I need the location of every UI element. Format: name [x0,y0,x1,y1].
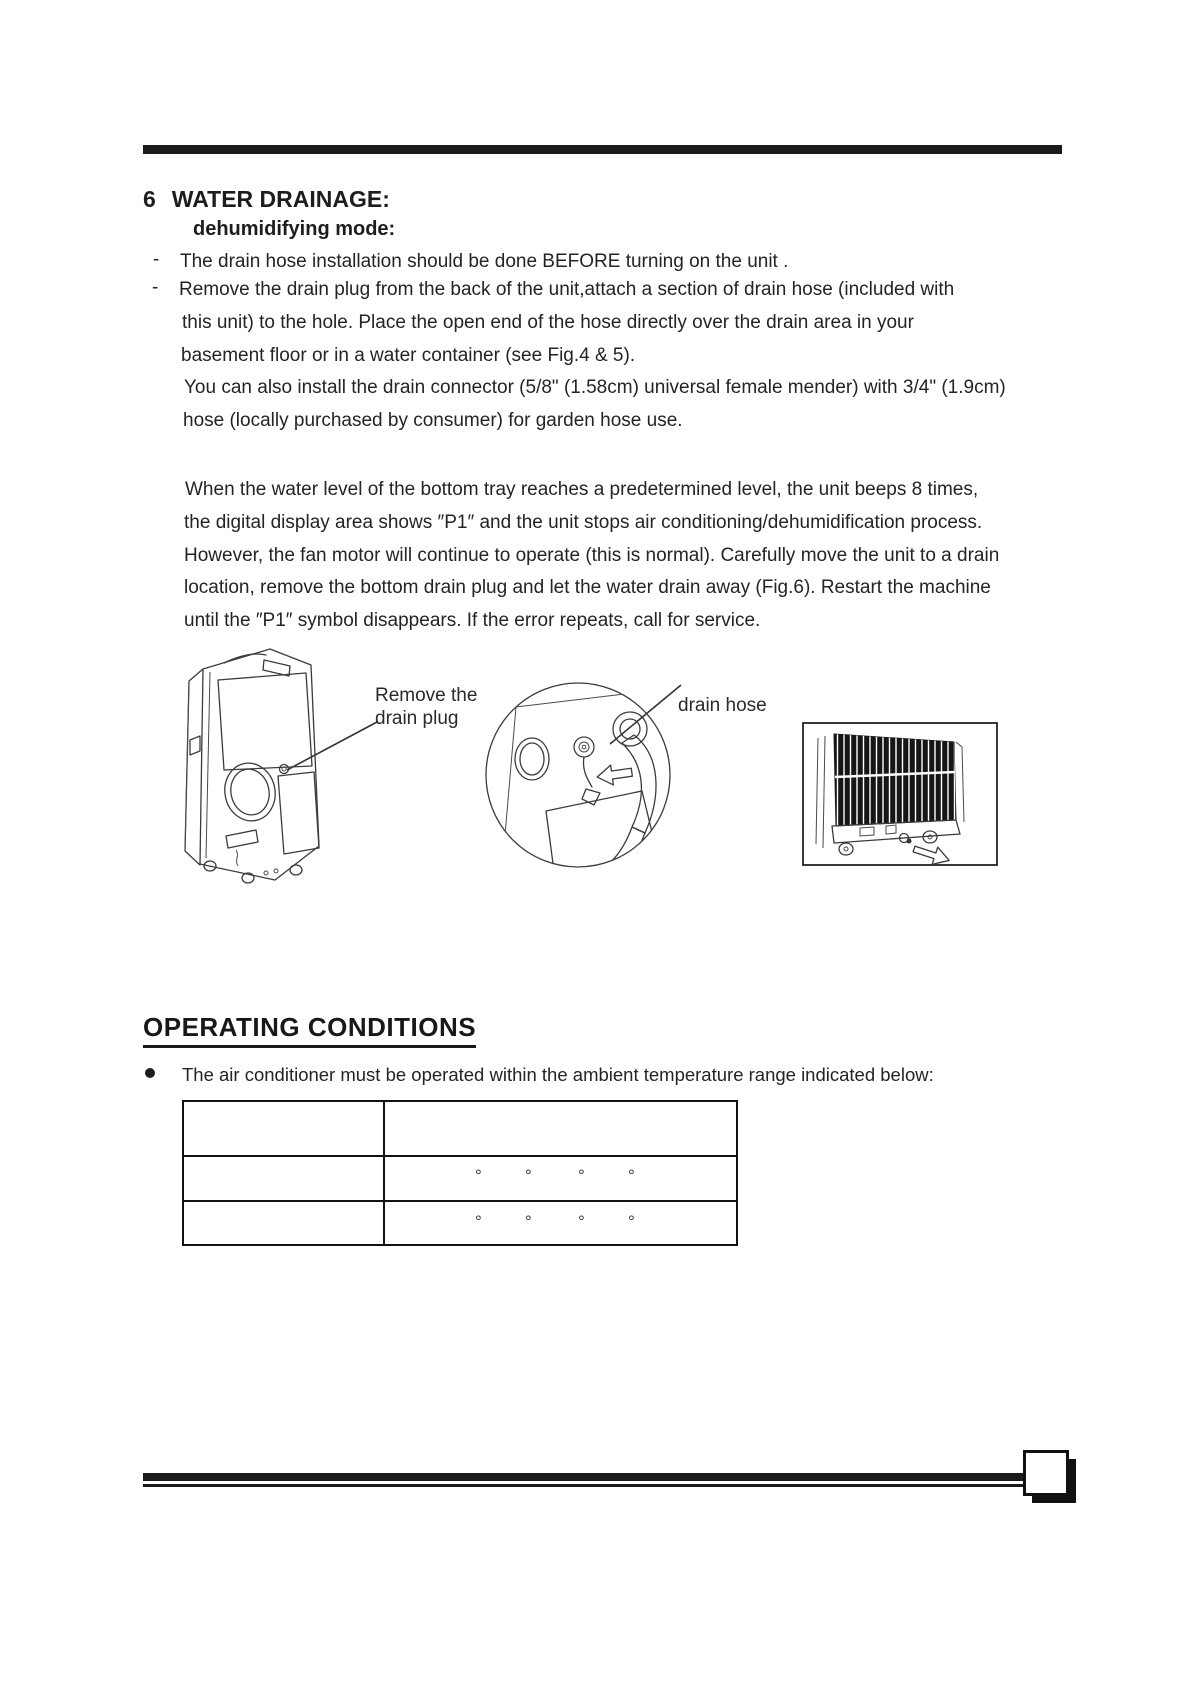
degree-mark: ° [475,1212,482,1231]
section-number: 6 [143,186,156,212]
table-row-divider-1 [184,1155,736,1157]
top-rule [143,145,1062,154]
table-row-divider-2 [184,1200,736,1202]
bottom-rule-thick [143,1473,1023,1481]
ac-unit-figure [185,649,319,883]
para-line-2: the digital display area shows ″P1″ and the unit stops air conditioning/dehumidification process. [184,512,983,533]
dash-marker-1: - [153,249,160,270]
page-number-box [1023,1450,1069,1496]
bottom-drain-figure [803,723,997,869]
drain-plug-closeup-figure [486,683,670,871]
remove-plug-label-line2: drain plug [375,708,459,729]
degree-mark: ° [525,1212,532,1231]
degree-mark: ° [578,1212,585,1231]
intro-line-2: Remove the drain plug from the back of the unit,attach a section of drain hose (included with [179,279,955,300]
degree-mark: ° [628,1166,635,1185]
intro-line-6: hose (locally purchased by consumer) for garden hose use. [183,410,683,431]
para-line-4: location, remove the bottom drain plug and let the water drain away (Fig.6). Restart the machine [184,577,991,598]
drain-hose-label: drain hose [678,695,767,716]
dash-marker-2: - [152,277,159,298]
operating-conditions-heading: OPERATING CONDITIONS [143,1012,476,1048]
degree-mark: ° [628,1212,635,1231]
para-line-1: When the water level of the bottom tray reaches a predetermined level, the unit beeps 8 times, [185,479,979,500]
degree-mark: ° [525,1166,532,1185]
section-title: WATER DRAINAGE: [171,186,390,212]
para-line-5: until the ″P1″ symbol disappears. If the error repeats, call for service. [184,610,761,631]
intro-line-5: You can also install the drain connector (5/8" (1.58cm) universal female mender) with 3/4" (1.9cm) [184,377,1006,398]
intro-line-1: The drain hose installation should be done BEFORE turning on the unit . [180,251,789,272]
intro-line-3: this unit) to the hole. Place the open end of the hose directly over the drain area in your [182,312,914,333]
bottom-rule-thin [143,1484,1023,1487]
section-heading [143,186,390,213]
remove-plug-label-line1: Remove the [375,685,478,706]
remove-plug-pointer-line [287,722,377,770]
figures-illustration [140,630,1050,900]
remove-plug-label [375,684,477,730]
operating-conditions-table [182,1100,738,1246]
intro-line-4: basement floor or in a water container (see Fig.4 & 5). [181,345,636,366]
bullet-dot-icon [145,1068,155,1078]
section-subtitle: dehumidifying mode: [193,218,396,240]
table-column-divider [383,1102,385,1244]
operating-bullet-text: The air conditioner must be operated within the ambient temperature range indicated below: [182,1064,934,1085]
degree-mark: ° [578,1166,585,1185]
para-line-3: However, the fan motor will continue to operate (this is normal). Carefully move the unit to a drain [184,545,1000,566]
degree-mark: ° [475,1166,482,1185]
